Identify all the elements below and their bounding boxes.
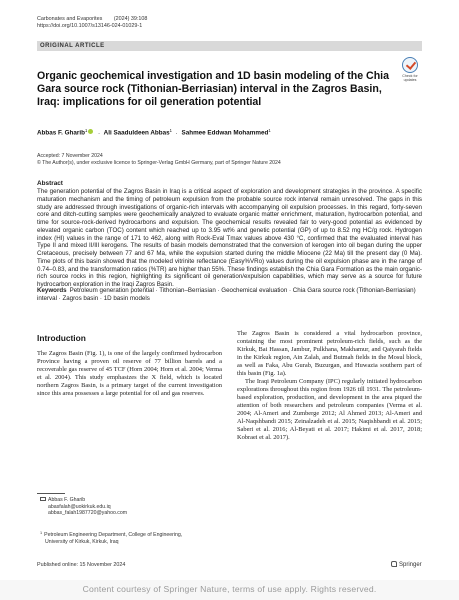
correspondence-email[interactable]: abbas_falah1987720@yahoo.com bbox=[48, 510, 128, 517]
footnote-divider bbox=[37, 493, 65, 494]
published-date: Published online: 15 November 2024 bbox=[37, 562, 126, 568]
author-name[interactable]: Sahmee Eddwan Mohammed bbox=[181, 129, 269, 137]
article-type: ORIGINAL ARTICLE bbox=[40, 43, 105, 49]
correspondence-block bbox=[40, 497, 127, 517]
doi-link[interactable]: https://doi.org/10.1007/s13146-024-01029-1 bbox=[37, 23, 143, 29]
affiliation-line: Petroleum Engineering Department, College of Engineering, bbox=[44, 532, 183, 538]
springer-horse-icon bbox=[391, 561, 397, 567]
author-affiliation-mark: 1 bbox=[169, 128, 172, 133]
right-column bbox=[237, 330, 422, 442]
journal-header bbox=[37, 16, 157, 23]
journal-volume: (2024) 39:108 bbox=[113, 16, 148, 22]
publisher-logo bbox=[391, 561, 422, 569]
affiliation-mark: 1 bbox=[40, 531, 43, 535]
author-separator: · bbox=[98, 129, 101, 137]
abstract-text: The generation potential of the Zagros Basin in Iraq is a critical aspect of exploration and development strategies in the province. A specific maturation mechanism and the timing of petroleum expulsion from the probable source rock interval remain unresolved. The gaps in this study are addressed through investigations of organic-rich intervals with accompanying oil expulsion processes. In this regard, forty-seven core and ditch-cutting samples were geochemically analyzed to evaluate organic matter enrichment, maturation, hydrocarbon potential, and time for source-rock-derived hydrocarbons and expulsion. The geochemical results revealed fair to very-good potential as evidenced by elevated organic carbon (TOC) content which reached up to 3.95 wt% and genetic potential (GP) of up to 8.52 mg HC/g rock. Hydrogen index (HI) values in the range of 171 to 462, along with Rock-Eval Tmax values above 430 °C, confirmed that the evaluated interval has Type II and mixed II/III kerogens. The results of basin models demonstrated that the conversion of kerogen into oil began during the upper Cretaceous, precisely between 77 and 67 Ma, while the expulsion started during the middle Miocene (22 Ma) till the present day (0 Ma). Time plots of this basin showed that the modeled vitrinite reflectance (Easy%VRo) values during the oil expulsion phase are in the range of 0.74–0.83, and the transformation ratios (%TR) are higher than 55%. These findings establish the Chia Gara Formation as the main organic-rich source rocks in this region, highlighting its significant oil generation/expulsion capabilities, which may serve as a source for future hydrocarbon exploration in the Iraqi Zagros Basin. bbox=[37, 188, 422, 288]
article-title: Organic geochemical investigation and 1D basin modeling of the Chia Gara source rock (Tithonian-Berriasian) interval in the Zagros Basin, Iraq: implications for oil generation potential bbox=[37, 70, 390, 109]
correspondence-email[interactable]: abasfalah@uokirkuk.edu.iq bbox=[48, 503, 111, 510]
publisher-name: Springer bbox=[399, 562, 422, 568]
check-for-updates-badge[interactable] bbox=[399, 57, 421, 85]
abstract-heading: Abstract bbox=[37, 180, 63, 187]
author-affiliation-mark: 1 bbox=[268, 128, 271, 133]
affiliation-line: University of Kirkuk, Kirkuk, Iraq bbox=[45, 538, 119, 545]
orcid-icon[interactable] bbox=[88, 129, 93, 134]
introduction-heading: Introduction bbox=[37, 333, 86, 343]
check-for-updates-label: Check for updates bbox=[402, 74, 418, 83]
left-column bbox=[37, 330, 222, 398]
author-affiliation-mark: 1 bbox=[84, 128, 88, 133]
introduction-paragraph: The Zagros Basin (Fig. 1), is one of the largely confirmed hydrocarbon Province having a proven oil reserve of 77 billion barrels and a recoverable gas reserve of 45 TCF (Horn 2004; Horn et al. 2004; Verma et al. 2004). This study emphasizes the X field, which is located northern Zagros Basin, is a primary target of the current investigation since this area possesses a large potential for oil and gas reserves. bbox=[37, 350, 222, 397]
courtesy-notice: Content courtesy of Springer Nature, terms of use apply. Rights reserved. bbox=[82, 584, 377, 594]
body-paragraph: The Iraqi Petroleum Company (IPC) regularly initiated hydrocarbon explorations throughout this region from 1926 till 1931. The petroleum-based exploration, production, and development in the area piqued the attention of both researchers and petroleum companies (Verma et al. 2004; Al-Ameri and Zumberge 2012; Al Ahmed 2013; Al-Ameri and Al-Naqshbandi 2015; Zeinalzadeh et al. 2015; Naqishbandi et al. 2015; Saberi et al. 2016; Al-Beyati et al. 2017; Hakimi et al. 2017, 2018; Kobraei et al. 2017). bbox=[237, 378, 422, 441]
correspondence-name: Abbas F. Gharib bbox=[48, 497, 86, 503]
accepted-date: Accepted: 7 November 2024 bbox=[37, 153, 103, 159]
author-separator: · bbox=[175, 129, 178, 137]
copyright-notice: © The Author(s), under exclusive licence to Springer-Verlag GmbH Germany, part of Springer Nature 2024 bbox=[37, 160, 281, 166]
affiliation-block bbox=[40, 530, 210, 545]
body-paragraph: The Zagros Basin is considered a vital hydrocarbon province, containing the most prominent petroleum-rich fields, such as the Kirkuk, Bai Hassan, Jambur, Pulkhana, Makhamur, and Qaiyarah fields in the Kirkuk region, Ain Zalah, and Butmah fields in the Mosul block, as well as Faka, Abu Gurab, Buzurgan, and Huwazia southern part of this basin (Fig. 1a). bbox=[237, 330, 422, 377]
author-name[interactable]: Ali Saaduldeen Abbas bbox=[103, 129, 170, 137]
keywords bbox=[37, 287, 422, 303]
keywords-text: Petroleum generation potential · Tithonian–Berriasian · Geochemical evaluation · Chia Gara source rock (Tithonian-Berriasian) interval · Zagros basin · 1D basin models bbox=[37, 287, 416, 302]
author-list bbox=[37, 127, 422, 138]
check-icon bbox=[402, 57, 418, 73]
journal-name: Carbonates and Evaporites bbox=[37, 16, 103, 22]
keywords-label: Keywords bbox=[37, 287, 67, 294]
author-name[interactable]: Abbas F. Gharib bbox=[37, 129, 85, 137]
envelope-icon bbox=[40, 497, 46, 501]
